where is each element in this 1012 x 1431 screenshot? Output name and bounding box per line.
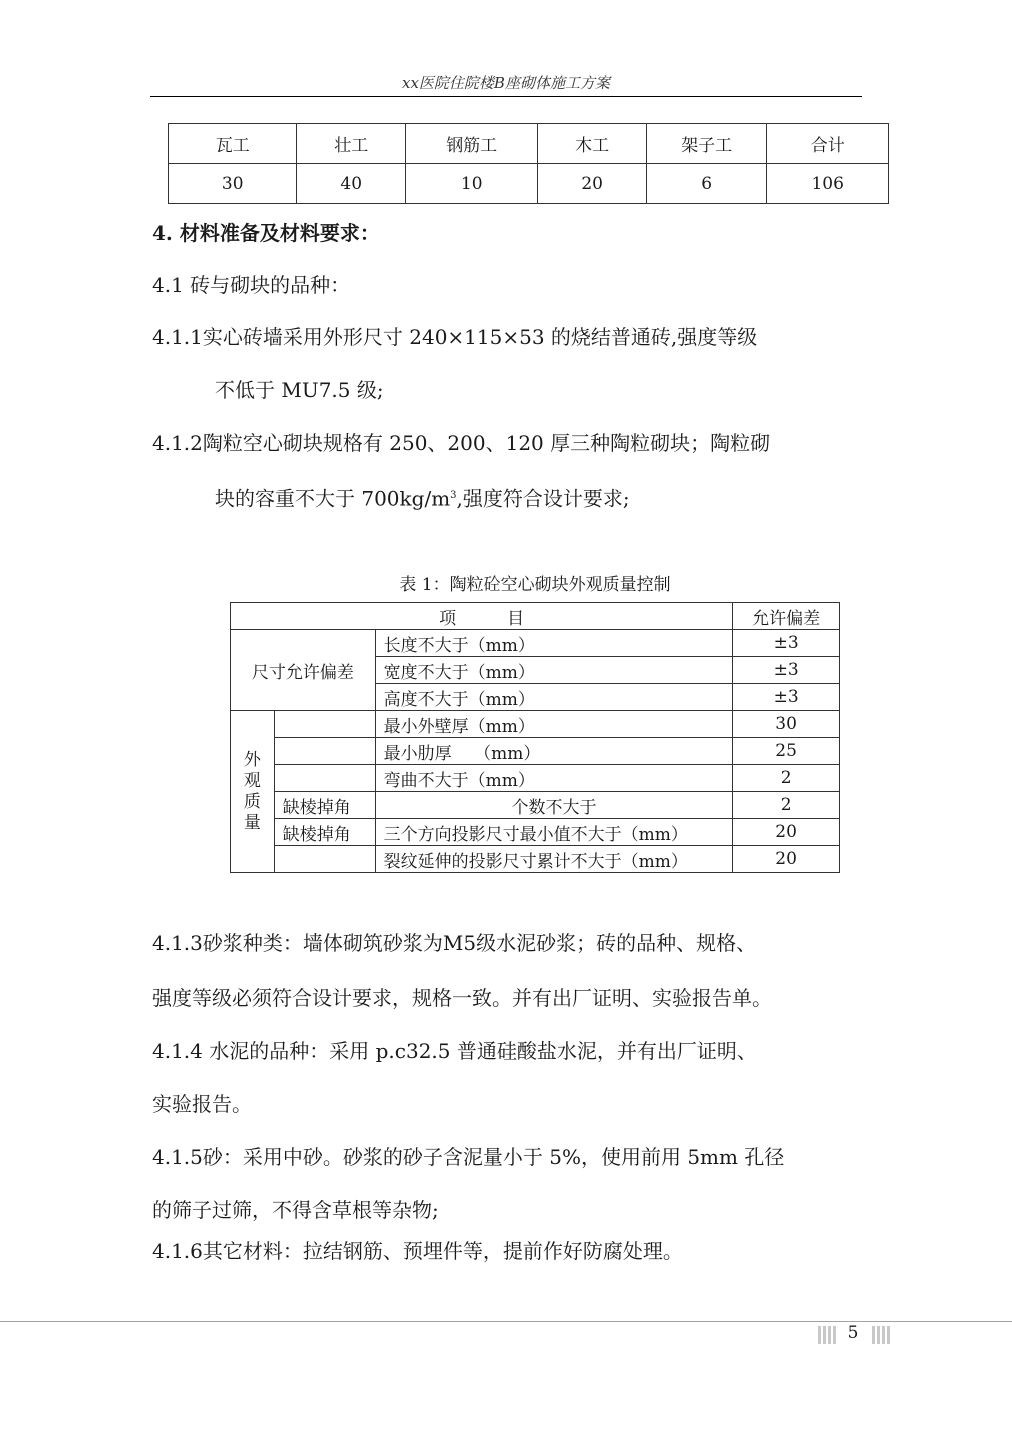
labor-value-cell: 30: [169, 164, 297, 204]
labor-value-cell: 6: [646, 164, 766, 204]
page-ornament-right-icon: [872, 1326, 892, 1348]
header-divider: [150, 96, 862, 97]
appearance-item: 最小肋厚 （mm）: [375, 738, 733, 765]
superscript: 3: [450, 490, 457, 501]
dim-tolerance: ±3: [733, 684, 840, 711]
appearance-sub: 缺棱掉角: [274, 819, 375, 846]
appearance-tolerance: 30: [733, 711, 840, 738]
quality-header-row: [231, 603, 840, 630]
labor-header-cell: 木工: [538, 124, 647, 164]
dim-item: 长度不大于（mm）: [375, 630, 733, 657]
section-4-1-2-line1: 4.1.2陶粒空心砌块规格有 250、200、120 厚三种陶粒砌块；陶粒砌: [152, 431, 771, 455]
labor-header-cell: 钢筋工: [405, 124, 537, 164]
dim-item: 宽度不大于（mm）: [375, 657, 733, 684]
page-ornament-left-icon: [818, 1326, 838, 1348]
text-span: 块的容重不大于 700kg/m: [215, 486, 451, 511]
labor-value-cell: 106: [767, 164, 889, 204]
header-item: 项 目: [231, 603, 733, 630]
appearance-sub: [274, 846, 375, 873]
labor-value-cell: 40: [297, 164, 406, 204]
appearance-tolerance: 20: [733, 819, 840, 846]
section-4-1-4-line2: 实验报告。: [152, 1092, 252, 1116]
dim-tolerance: ±3: [733, 657, 840, 684]
appearance-item: 个数不大于: [375, 792, 733, 819]
appearance-row: [231, 792, 840, 819]
appearance-row: [231, 765, 840, 792]
section-4-1-6: 4.1.6其它材料：拉结钢筋、预埋件等，提前作好防腐处理。: [152, 1239, 683, 1263]
table-caption: 表 1：陶粒砼空心砌块外观质量控制: [399, 575, 671, 595]
labor-value-cell: 10: [405, 164, 537, 204]
appearance-row: [231, 738, 840, 765]
dim-tolerance: ±3: [733, 630, 840, 657]
text-span: ,强度符合设计要求;: [456, 486, 630, 511]
appearance-row: [231, 819, 840, 846]
section-4-1-1-line1: 4.1.1实心砖墙采用外形尺寸 240×115×53 的烧结普通砖,强度等级: [152, 325, 758, 349]
section-heading-4: 4. 材料准备及材料要求：: [152, 221, 380, 245]
header-tolerance: 允许偏差: [733, 603, 840, 630]
labor-header-cell: 瓦工: [169, 124, 297, 164]
vertical-char: 量: [243, 812, 261, 833]
labor-header-cell: 合计: [767, 124, 889, 164]
section-4-1-2-line2: [215, 481, 927, 514]
section-4-1-4-line1: 4.1.4 水泥的品种：采用 p.c32.5 普通硅酸盐水泥，并有出厂证明、: [152, 1039, 757, 1063]
labor-table-header-row: [169, 124, 889, 164]
appearance-tolerance: 2: [733, 765, 840, 792]
labor-value-cell: 20: [538, 164, 647, 204]
section-4-1-3-line2: 强度等级必须符合设计要求，规格一致。并有出厂证明、实验报告单。: [152, 986, 772, 1010]
appearance-row: [231, 846, 840, 873]
labor-header-cell: 架子工: [646, 124, 766, 164]
section-4-1-1-line2: 不低于 MU7.5 级;: [215, 378, 384, 402]
appearance-sub: [274, 738, 375, 765]
appearance-item: 最小外壁厚（mm）: [375, 711, 733, 738]
dim-item: 高度不大于（mm）: [375, 684, 733, 711]
appearance-sub: 缺棱掉角: [274, 792, 375, 819]
appearance-sub: [274, 711, 375, 738]
section-4-1-5-line2: 的筛子过筛，不得含草根等杂物;: [152, 1198, 439, 1222]
appearance-group-label: [231, 711, 275, 873]
page-header-title: xx医院住院楼B座砌体施工方案: [402, 74, 610, 92]
labor-table: [168, 123, 889, 204]
appearance-sub: [274, 765, 375, 792]
labor-header-cell: 壮工: [297, 124, 406, 164]
appearance-tolerance: 2: [733, 792, 840, 819]
appearance-tolerance: 25: [733, 738, 840, 765]
labor-table-value-row: [169, 164, 889, 204]
appearance-item: 裂纹延伸的投影尺寸累计不大于（mm）: [375, 846, 733, 873]
dim-group-label: 尺寸允许偏差: [231, 630, 376, 711]
section-4-1-3-line1: 4.1.3砂浆种类：墙体砌筑砂浆为M5级水泥砂浆；砖的品种、规格、: [152, 931, 757, 955]
appearance-row: [231, 711, 840, 738]
dim-row: [231, 630, 840, 657]
section-4-1-5-line1: 4.1.5砂：采用中砂。砂浆的砂子含泥量小于 5%，使用前用 5mm 孔径: [152, 1145, 785, 1169]
vertical-char: 观: [243, 770, 261, 791]
vertical-char: 质: [243, 791, 261, 812]
appearance-item: 三个方向投影尺寸最小值不大于（mm）: [375, 819, 733, 846]
quality-table: [230, 602, 840, 873]
appearance-tolerance: 20: [733, 846, 840, 873]
appearance-item: 弯曲不大于（mm）: [375, 765, 733, 792]
footer-divider: [0, 1321, 1012, 1322]
page-number: 5: [847, 1323, 859, 1343]
vertical-char: 外: [243, 749, 261, 770]
section-4-1: 4.1 砖与砌块的品种：: [152, 273, 351, 297]
